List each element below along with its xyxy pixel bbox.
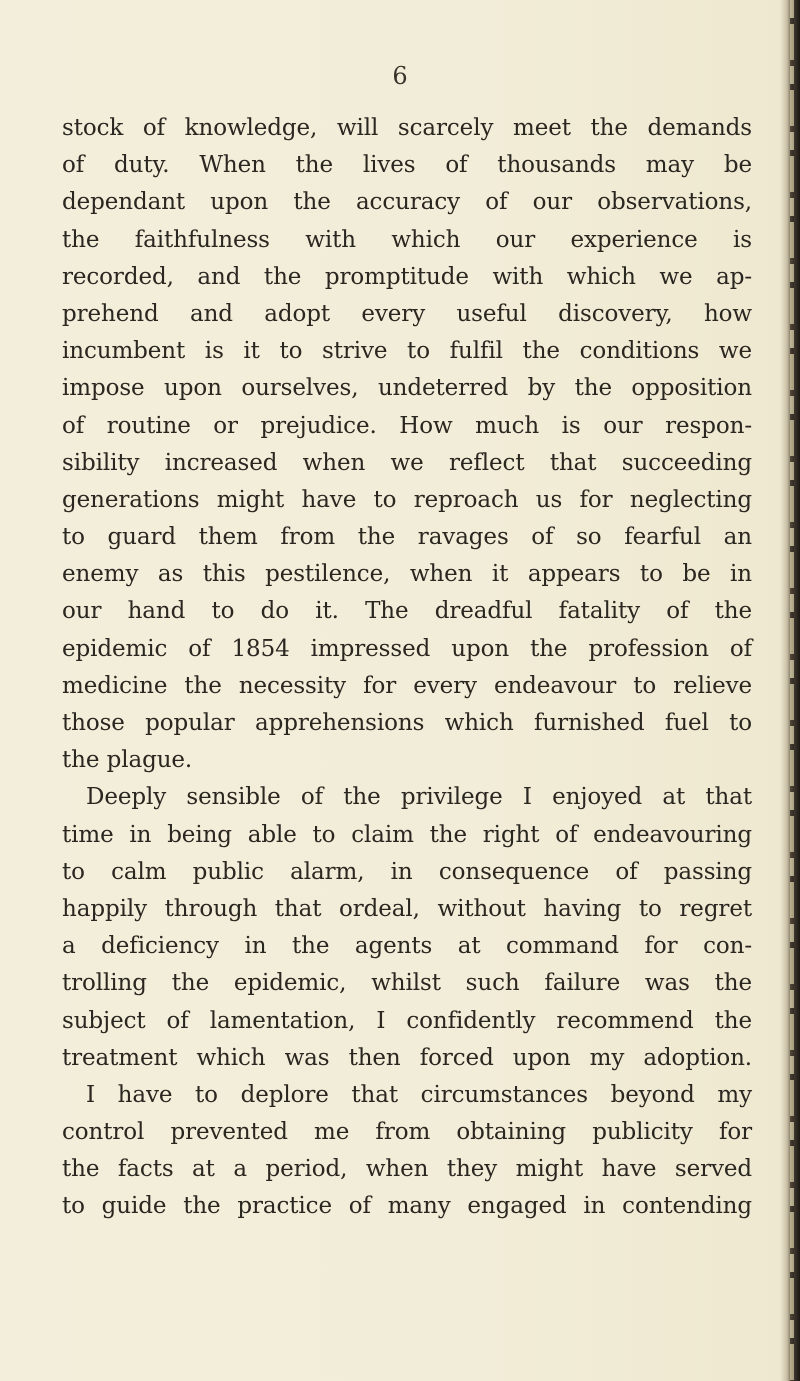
text-line: time in being able to claim the right of endeavouring <box>62 821 752 848</box>
page-number: 6 <box>392 62 408 90</box>
paragraph-start-line: Deeply sensible of the privilege I enjoyed at that <box>86 784 752 811</box>
body-text <box>62 110 752 1226</box>
text-line: stock of knowledge, will scarcely meet the demands <box>62 115 752 141</box>
text-line: trolling the epidemic, whilst such failure was the <box>62 970 752 997</box>
page-edge-texture <box>790 0 794 1381</box>
text-line: of routine or prejudice. How much is our respon- <box>62 412 752 439</box>
text-line: incumbent is it to strive to fulfil the conditions we <box>62 338 752 365</box>
text-line: to guard them from the ravages of so fearful an <box>62 524 752 551</box>
text-line: of duty. When the lives of thousands may be <box>62 152 752 179</box>
text-line: to calm public alarm, in consequence of passing <box>62 858 752 885</box>
text-line: epidemic of 1854 impressed upon the profession of <box>62 635 752 662</box>
paragraph-start-line: I have to deplore that circumstances beyond my <box>86 1081 752 1108</box>
text-line: those popular apprehensions which furnished fuel to <box>62 710 752 736</box>
text-line: medicine the necessity for every endeavour to relieve <box>62 672 752 699</box>
text-line: the facts at a period, when they might have served <box>62 1156 752 1183</box>
text-line: happily through that ordeal, without having to regret <box>62 895 752 922</box>
text-line: enemy as this pestilence, when it appears to be in <box>62 561 752 588</box>
text-line: dependant upon the accuracy of our observations, <box>62 189 752 216</box>
text-line: impose upon ourselves, undeterred by the opposition <box>62 375 752 402</box>
text-line: treatment which was then forced upon my adoption. <box>62 1044 752 1071</box>
text-line: generations might have to reproach us for neglecting <box>62 486 752 513</box>
text-line: recorded, and the promptitude with which we ap- <box>62 263 752 290</box>
text-line: the faithfulness with which our experience is <box>62 226 752 253</box>
text-line: sibility increased when we reflect that succeeding <box>62 449 752 476</box>
text-line: the plague. <box>62 747 193 774</box>
text-line: control prevented me from obtaining publicity for <box>62 1119 752 1146</box>
text-line: subject of lamentation, I confidently recommend the <box>62 1007 752 1034</box>
text-line: to guide the practice of many engaged in contending <box>62 1193 752 1220</box>
text-line: prehend and adopt every useful discovery, how <box>62 300 752 327</box>
text-line: a deficiency in the agents at command for con- <box>62 933 752 960</box>
book-binding-edge <box>780 0 800 1381</box>
text-line: our hand to do it. The dreadful fatality of the <box>62 598 752 625</box>
